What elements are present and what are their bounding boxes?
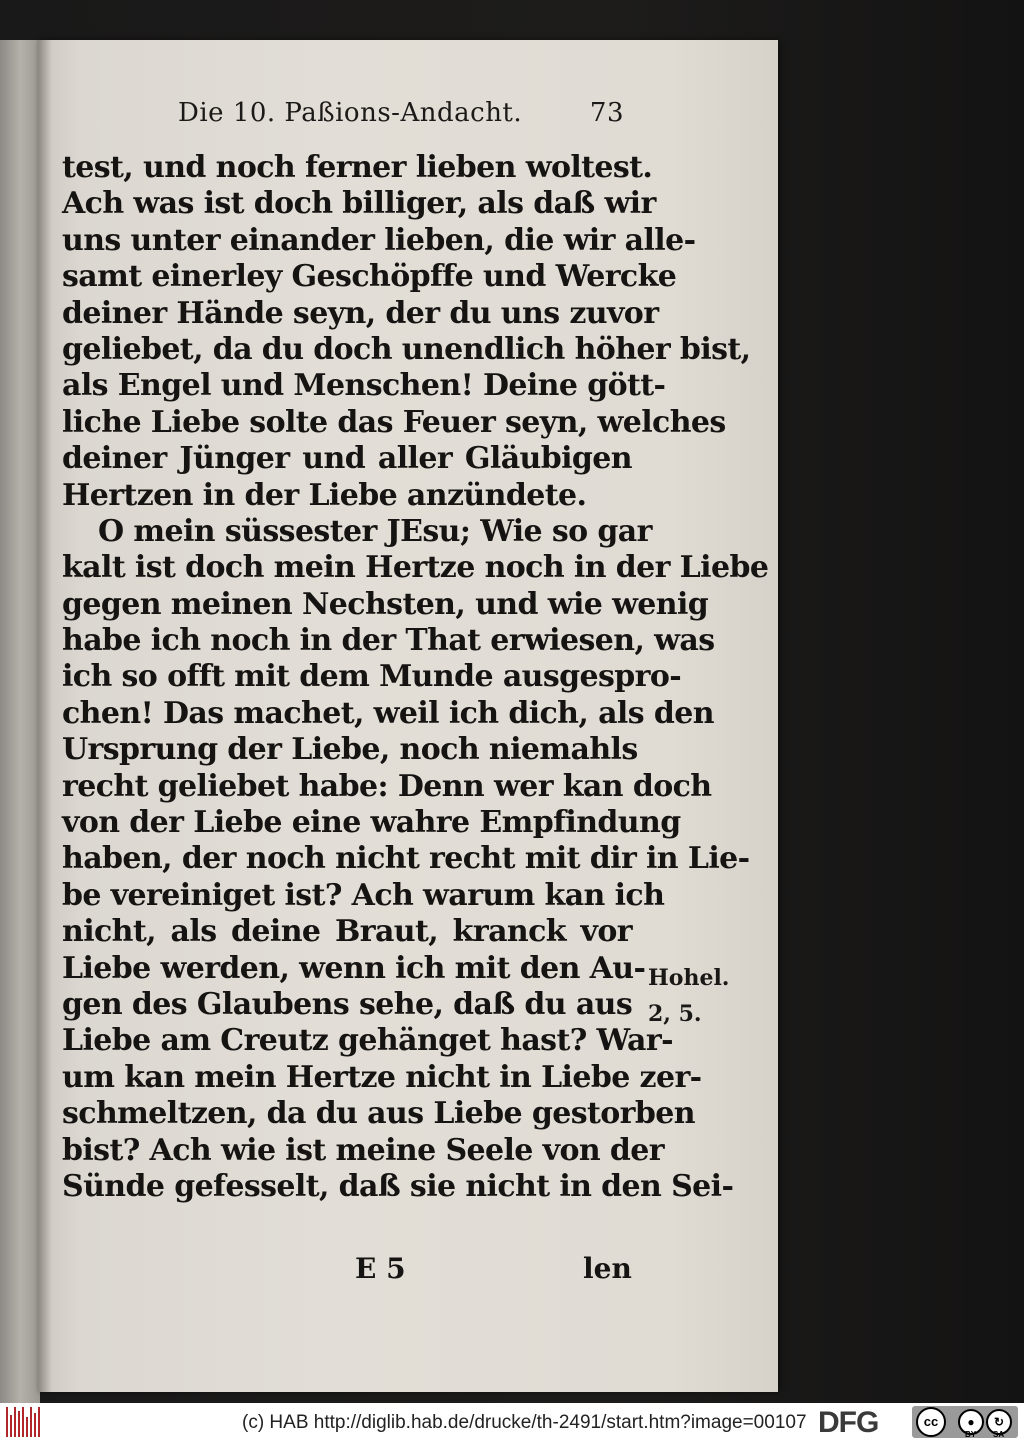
text-line: gen des Glaubens sehe, daß du aus (62, 986, 633, 1022)
cc-icon: cc (916, 1407, 946, 1437)
text-line: ich so offt mit dem Munde ausgespro- (62, 659, 682, 695)
signature-mark: E 5 (355, 1252, 406, 1285)
text-line: samt einerley Geschöpffe und Wercke (62, 259, 677, 295)
text-line: von der Liebe eine wahre Empfindung (62, 805, 681, 841)
text-line: bist? Ach wie ist meine Seele von der (62, 1132, 664, 1168)
previous-page-edge (0, 40, 40, 1403)
copyright-link[interactable]: (c) HAB http://diglib.hab.de/drucke/th-2491/start.htm?image=00107 (242, 1412, 807, 1433)
cc-by-label: BY (965, 1430, 977, 1439)
hab-logo-icon (6, 1407, 42, 1437)
person-icon: ● (958, 1409, 984, 1435)
text-line: O mein süssester JEsu; Wie so gar (98, 513, 652, 549)
text-line: be vereiniget ist? Ach warum kan ich (62, 877, 665, 913)
text-line: schmeltzen, da du aus Liebe gestorben (62, 1096, 695, 1132)
text-line: Hertzen in der Liebe anzündete. (62, 477, 587, 513)
gutter-shadow (38, 40, 52, 1392)
text-line: um kan mein Hertze nicht in Liebe zer- (62, 1059, 702, 1095)
dfg-logo: DFG (818, 1406, 879, 1439)
text-line: gegen meinen Nechsten, und wie wenig (62, 586, 709, 622)
text-line: deiner Jünger und aller Gläubigen (62, 441, 632, 477)
text-line: Sünde gefesselt, daß sie nicht in den Sei- (62, 1168, 734, 1204)
text-line: haben, der noch nicht recht mit dir in Lie- (62, 841, 750, 877)
text-line: Ach was ist doch billiger, als daß wir (62, 186, 656, 222)
cc-sa-label: SA (993, 1430, 1005, 1439)
running-head (178, 98, 628, 138)
text-line: nicht, als deine Braut, kranck vor (62, 914, 632, 950)
text-line: test, und noch ferner lieben woltest. (62, 150, 653, 185)
catchword: len (583, 1252, 632, 1285)
marginal-note-line: 2, 5. (648, 1001, 702, 1027)
text-line: liche Liebe solte das Feuer seyn, welches (62, 404, 726, 440)
text-line: uns unter einander lieben, die wir alle- (62, 222, 696, 258)
cc-license-badge[interactable] (912, 1406, 1018, 1438)
text-line: Liebe am Creutz gehänget hast? War- (62, 1023, 673, 1059)
text-line: habe ich noch in der That erwiesen, was (62, 623, 715, 659)
marginal-note-line: Hohel. (648, 965, 730, 991)
text-line: Ursprung der Liebe, noch niemahls (62, 732, 638, 768)
text-line: kalt ist doch mein Hertze noch in der Liebe (62, 550, 769, 586)
text-line: als Engel und Menschen! Deine gött- (62, 368, 666, 404)
page-number: 73 (589, 98, 624, 128)
marginal-note (648, 960, 729, 1032)
running-head-title: Die 10. Paßions-Andacht. (178, 98, 523, 128)
share-alike-icon: ↻ (986, 1409, 1012, 1435)
text-line: Liebe werden, wenn ich mit den Au- (62, 950, 646, 986)
text-line: chen! Das machet, weil ich dich, als den (62, 695, 714, 731)
text-line: geliebet, da du doch unendlich höher bist, (62, 331, 751, 367)
text-line: deiner Hände seyn, der du uns zuvor (62, 295, 659, 331)
text-line: recht geliebet habe: Denn wer kan doch (62, 768, 712, 804)
footer-bar (0, 1403, 1024, 1441)
